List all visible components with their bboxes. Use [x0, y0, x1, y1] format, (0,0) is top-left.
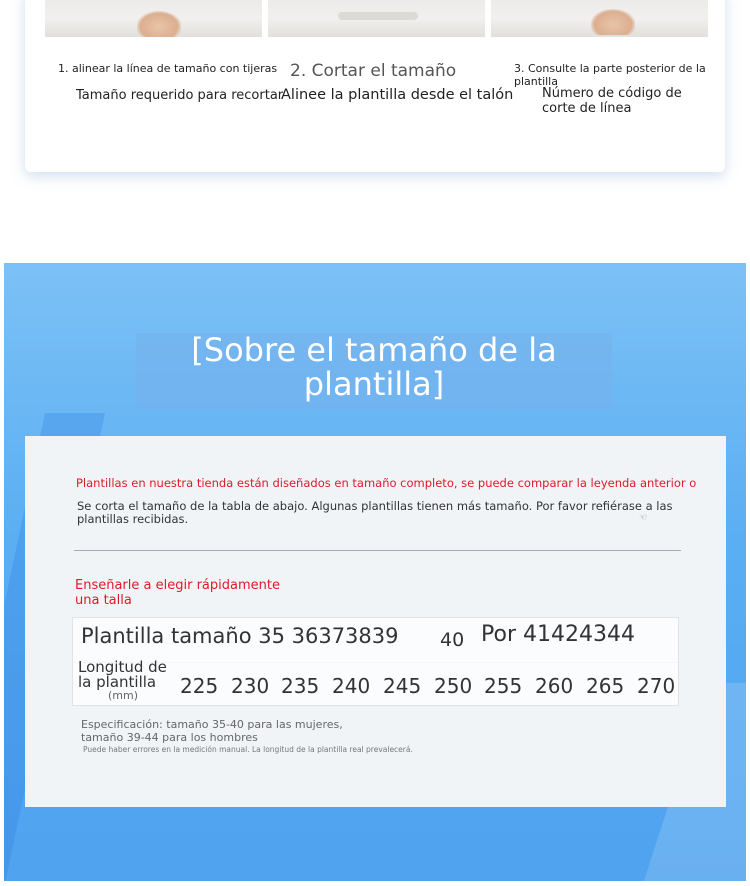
step-2-title: 2. Cortar el tamaño — [290, 61, 457, 81]
length-value: 260 — [535, 674, 574, 698]
intro-red-text: Plantillas en nuestra tienda están diseñados en tamaño completo, se puede comparar la leyenda anterior o — [76, 476, 697, 490]
length-value: 245 — [383, 674, 422, 698]
hand-image — [591, 9, 635, 35]
length-value: 235 — [281, 674, 320, 698]
step-3-photo — [491, 0, 708, 37]
hand-image — [137, 11, 181, 37]
size-table — [72, 617, 679, 706]
length-value: 225 — [180, 674, 219, 698]
insole-image — [338, 12, 418, 20]
step-3-subtitle: Número de código de corte de línea — [542, 86, 682, 116]
spec-text: Especificación: tamaño 35-40 para las mujeres, tamaño 39-44 para los hombres — [81, 718, 343, 744]
size-section — [4, 263, 746, 881]
pointer-icon: ☜ — [639, 513, 648, 523]
step-1-title: 1. alinear la línea de tamaño con tijeras — [58, 62, 278, 75]
section-title: [Sobre el tamaño de la plantilla] — [191, 331, 557, 403]
note-text: Puede haber errores en la medición manual. La longitud de la plantilla real prevalecerá. — [83, 745, 413, 754]
teach-heading: Enseñarle a elegir rápidamente una talla — [75, 578, 280, 608]
divider — [74, 550, 681, 551]
intro-text: Se corta el tamaño de la tabla de abajo. Algunas plantillas tienen más tamaño. Por favor refiérase a las plantillas recibidas. — [77, 499, 673, 526]
length-value: 230 — [231, 674, 270, 698]
length-value: 250 — [434, 674, 473, 698]
length-value: 270 — [637, 674, 676, 698]
length-value: 255 — [484, 674, 523, 698]
step-3-title: 3. Consulte la parte posterior de la plantilla — [514, 62, 706, 88]
step-1-subtitle: Tamaño requerido para recortar — [76, 88, 284, 103]
length-value: 265 — [586, 674, 625, 698]
size-men: Por 41424344 — [481, 622, 635, 647]
step-1-photo — [45, 0, 262, 37]
length-value: 240 — [332, 674, 371, 698]
step-2-photo — [268, 0, 485, 37]
size-row-label: Plantilla tamaño 35 36373839 — [81, 624, 399, 648]
length-row-label: Longitud de la plantilla — [78, 658, 167, 691]
length-unit: (mm) — [108, 689, 139, 702]
size-40: 40 — [440, 629, 465, 651]
size-card — [25, 436, 726, 807]
step-2-subtitle: Alinee la plantilla desde el talón — [281, 87, 514, 103]
